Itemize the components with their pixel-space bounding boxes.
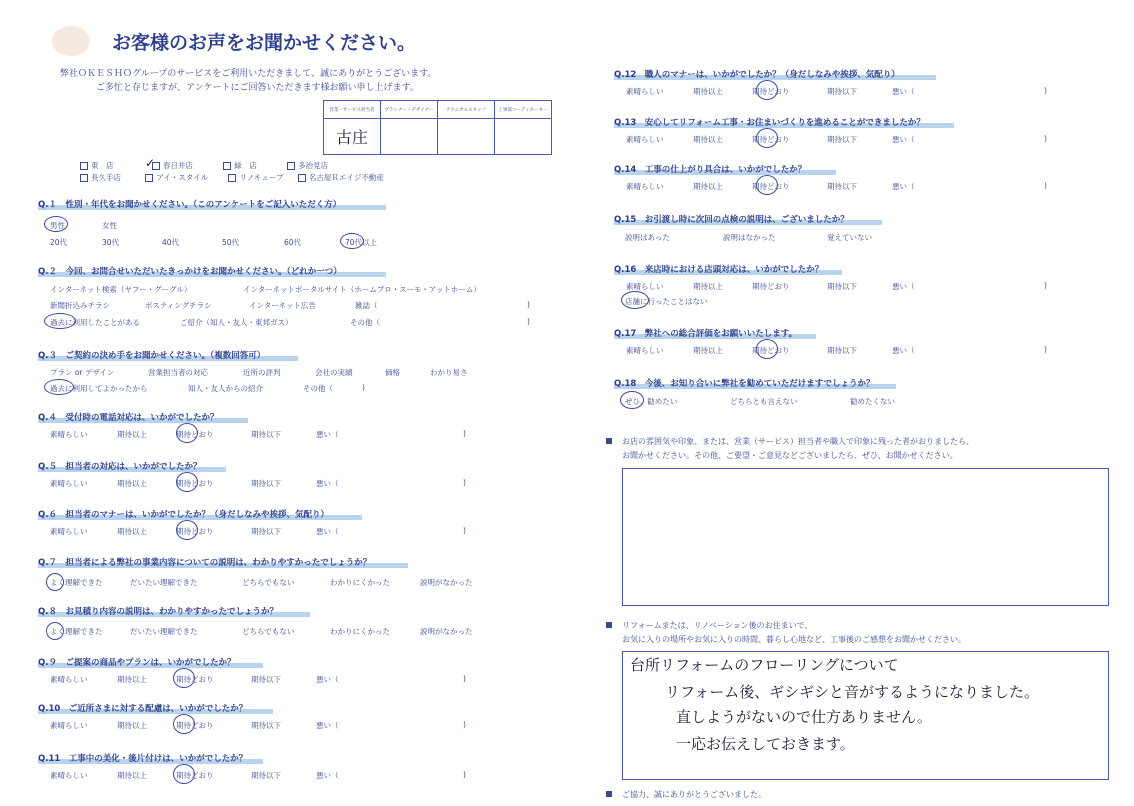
understand-option[interactable]: 説明がなかった bbox=[420, 578, 473, 587]
rating-option[interactable]: 期待以下 bbox=[827, 135, 857, 144]
intro-line-2: ご多忙と存じますが、アンケートにご回答いただきます様お願い申し上げます。 bbox=[96, 83, 419, 93]
option[interactable]: インターネットポータルサイト（ホームプロ・スーモ・アットホーム） bbox=[243, 285, 481, 294]
option[interactable]: 近所の評判 bbox=[243, 368, 281, 377]
option[interactable]: 40代 bbox=[162, 238, 180, 247]
comment-box-1[interactable] bbox=[622, 468, 1109, 606]
question-3: Q.３ ご契約の決め手をお聞かせください。（複数回答可） bbox=[38, 351, 266, 361]
rating-option[interactable]: 期待以下 bbox=[251, 430, 281, 439]
rating-option[interactable]: 期待どおり bbox=[176, 527, 214, 536]
rating-option[interactable]: 期待以下 bbox=[827, 282, 857, 291]
question-9: Q.９ ご提案の商品やプランは、いかがでしたか？ bbox=[38, 658, 236, 668]
rating-option[interactable]: 素晴らしい bbox=[50, 479, 88, 488]
check-mark-icon: ✓ bbox=[145, 156, 156, 170]
staff-name: 古庄 bbox=[324, 119, 381, 155]
question-12: Q.12 職人のマナーは、いかがでしたか？（身だしなみや挨拶、気配り） bbox=[614, 70, 900, 80]
answer-circle bbox=[176, 423, 198, 443]
store-checkbox[interactable] bbox=[223, 162, 231, 170]
answer-circle bbox=[756, 175, 778, 195]
rating-option[interactable]: 悪い（ bbox=[892, 135, 915, 144]
paren: ) bbox=[463, 526, 466, 535]
rating-option[interactable]: 期待以下 bbox=[251, 771, 281, 780]
rating-option[interactable]: 素晴らしい bbox=[50, 721, 88, 730]
rating-option[interactable]: 期待以上 bbox=[117, 771, 147, 780]
store-checkbox[interactable] bbox=[287, 162, 295, 170]
question-18: Q.18 今後、お知り合いに弊社を勧めていただけますでしょうか？ bbox=[614, 379, 875, 389]
store-row-2: 長久手店 アイ・スタイル リノキューブ 名古屋Ｒエイジ不動産 bbox=[80, 172, 384, 183]
option[interactable]: 50代 bbox=[222, 238, 240, 247]
logo-mark bbox=[52, 26, 90, 56]
paren: ) bbox=[1044, 181, 1047, 190]
rating-option[interactable]: 素晴らしい bbox=[626, 87, 664, 96]
option[interactable]: 過去に利用してよかったから bbox=[50, 384, 148, 393]
option[interactable]: 新聞折込みチラシ bbox=[50, 301, 110, 310]
question-14: Q.14 工事の仕上がり具合は、いかがでしたか？ bbox=[614, 165, 807, 175]
question-5: Q.５ 担当者の対応は、いかがでしたか？ bbox=[38, 462, 202, 472]
section-2-line-2: お気に入りの場所やお気に入りの時間、暮らし心地など、工事後のご感想をお聞かせください。 bbox=[622, 635, 966, 644]
rating-option[interactable]: 悪い（ bbox=[316, 430, 339, 439]
paren: ) bbox=[1044, 281, 1047, 290]
option[interactable]: ポスティングチラシ bbox=[145, 301, 212, 310]
paren: ) bbox=[463, 478, 466, 487]
option[interactable]: 覚えていない bbox=[827, 233, 872, 242]
understand-option[interactable]: だいたい理解できた bbox=[130, 627, 198, 636]
option[interactable]: インターネット広告 bbox=[249, 301, 316, 310]
rating-option[interactable]: 期待どおり bbox=[752, 87, 790, 96]
answer-circle bbox=[340, 233, 364, 249]
store-row-1: 東 店 春日井店 緑 店 多治見店 bbox=[80, 160, 328, 171]
question-11: Q.11 工事中の美化・後片付けは、いかがでしたか？ bbox=[38, 754, 248, 764]
answer-circle bbox=[173, 668, 195, 688]
rating-option[interactable]: 素晴らしい bbox=[626, 135, 664, 144]
section-1-line-1: お店の雰囲気や印象、または、営業（サービス）担当者や職人で印象に残った者がおりましたら、 bbox=[622, 437, 974, 446]
question-4: Q.４ 受付時の電話対応は、いかがでしたか？ bbox=[38, 413, 219, 423]
rating-option[interactable]: 期待以下 bbox=[251, 721, 281, 730]
footer-thanks: ご協力、誠にありがとうございました。 bbox=[622, 790, 766, 799]
rating-option[interactable]: 悪い（ bbox=[316, 721, 339, 730]
option[interactable]: 会社の実績 bbox=[315, 368, 353, 377]
answer-circle bbox=[756, 128, 778, 148]
rating-option[interactable]: 期待どおり bbox=[176, 430, 214, 439]
staff-table bbox=[323, 100, 552, 155]
store-checkbox[interactable] bbox=[80, 174, 88, 182]
paren: ) bbox=[362, 383, 365, 392]
bullet-icon bbox=[606, 791, 612, 797]
paren: ) bbox=[463, 770, 466, 779]
paren: ) bbox=[463, 674, 466, 683]
paren: ) bbox=[1044, 345, 1047, 354]
option[interactable]: 過去に利用したことがある bbox=[50, 318, 140, 327]
section-1-line-2: お聞かせください。その他、ご要望・ご意見などございましたら、ぜひ、お聞かせください。 bbox=[622, 451, 958, 460]
question-6: Q.６ 担当者のマナーは、いかがでしたか？（身だしなみや挨拶、気配り） bbox=[38, 510, 329, 520]
rating-option[interactable]: 期待どおり bbox=[176, 675, 214, 684]
option[interactable]: 営業担当者の対応 bbox=[148, 368, 208, 377]
rating-option[interactable]: 期待以上 bbox=[693, 282, 723, 291]
option[interactable]: 30代 bbox=[102, 238, 120, 247]
staff-header: 工事部コーディネーター bbox=[495, 101, 552, 119]
rating-option[interactable]: 期待以上 bbox=[117, 430, 147, 439]
answer-circle bbox=[176, 472, 198, 492]
answer-circle bbox=[621, 291, 649, 309]
answer-circle bbox=[44, 379, 74, 395]
rating-option[interactable]: 期待以上 bbox=[693, 135, 723, 144]
option[interactable]: 説明はあった bbox=[625, 233, 670, 242]
option[interactable]: 知人・友人からの紹介 bbox=[188, 384, 263, 393]
handwritten-line-2: リフォーム後、ギシギシと音がするようになりました。 bbox=[665, 683, 1039, 701]
answer-circle bbox=[46, 573, 64, 591]
option[interactable]: プラン or デザイン bbox=[50, 368, 115, 377]
paren: ) bbox=[463, 720, 466, 729]
understand-option[interactable]: どちらでもない bbox=[242, 627, 295, 636]
understand-option[interactable]: わかりにくかった bbox=[330, 578, 390, 587]
option[interactable]: どちらとも言えない bbox=[730, 397, 798, 406]
option[interactable]: 70代以上 bbox=[345, 238, 378, 247]
rating-option[interactable]: 期待以下 bbox=[251, 527, 281, 536]
rating-option[interactable]: 期待以上 bbox=[693, 87, 723, 96]
section-2-line-1: リフォームまたは、リノベーション後のお住まいで、 bbox=[622, 621, 813, 630]
rating-option[interactable]: 期待どおり bbox=[752, 282, 790, 291]
answer-circle bbox=[173, 764, 195, 784]
rating-option[interactable]: 悪い（ bbox=[892, 87, 915, 96]
rating-option[interactable]: 素晴らしい bbox=[50, 430, 88, 439]
option[interactable]: 女性 bbox=[102, 221, 117, 230]
understand-option[interactable]: だいたい理解できた bbox=[130, 578, 198, 587]
store-checkbox[interactable] bbox=[80, 162, 88, 170]
understand-option[interactable]: どちらでもない bbox=[242, 578, 295, 587]
option[interactable]: その他（ bbox=[303, 384, 333, 393]
intro-line-1: 弊社ＯＫＥＳＨＯグループのサービスをご利用いただきまして、誠にありがとうございます。 bbox=[60, 69, 437, 79]
rating-option[interactable]: 期待以上 bbox=[117, 479, 147, 488]
store-checkbox[interactable] bbox=[228, 174, 236, 182]
rating-option[interactable]: 素晴らしい bbox=[50, 527, 88, 536]
answer-circle bbox=[620, 391, 644, 409]
answer-circle bbox=[756, 339, 778, 359]
question-2: Q.２ 今回、お問合せいただいたきっかけをお聞かせください。（どれか一つ） bbox=[38, 267, 342, 277]
answer-circle bbox=[44, 216, 68, 232]
bullet-icon bbox=[606, 622, 612, 628]
paren: ) bbox=[527, 300, 530, 309]
rating-option[interactable]: 期待どおり bbox=[752, 182, 790, 191]
rating-option[interactable]: 悪い（ bbox=[316, 771, 339, 780]
question-8: Q.８ お見積り内容の説明は、わかりやすかったでしょうか？ bbox=[38, 607, 278, 617]
question-13: Q.13 安心してリフォーム工事・お住まいづくりを進めることができましたか？ bbox=[614, 118, 925, 128]
bullet-icon bbox=[606, 438, 612, 444]
option[interactable]: 男性 bbox=[50, 221, 65, 230]
rating-option[interactable]: 期待どおり bbox=[176, 479, 214, 488]
handwritten-line-1: 台所リフォームのフローリングについて bbox=[630, 656, 899, 674]
rating-option[interactable]: 素晴らしい bbox=[626, 182, 664, 191]
rating-option[interactable]: 期待以上 bbox=[117, 721, 147, 730]
handwritten-line-4: 一応お伝えしておきます。 bbox=[676, 735, 855, 753]
rating-option[interactable]: 期待どおり bbox=[752, 135, 790, 144]
option[interactable]: 店舗に行ったことはない bbox=[625, 297, 708, 306]
answer-circle bbox=[173, 714, 195, 734]
rating-option[interactable]: 悪い（ bbox=[892, 182, 915, 191]
question-1: Q.１ 性別・年代をお聞かせください。（このアンケートをご記入いただく方） bbox=[38, 200, 342, 210]
rating-option[interactable]: 素晴らしい bbox=[50, 675, 88, 684]
understand-option[interactable]: よく理解できた bbox=[50, 578, 103, 587]
rating-option[interactable]: 悪い（ bbox=[316, 527, 339, 536]
store-checkbox[interactable] bbox=[298, 174, 306, 182]
option[interactable]: わかり易さ bbox=[430, 368, 468, 377]
option[interactable]: その他（ bbox=[350, 318, 380, 327]
understand-option[interactable]: 説明がなかった bbox=[420, 627, 473, 636]
option[interactable]: ご紹介（知人・友人・東邦ガス） bbox=[180, 318, 293, 327]
understand-option[interactable]: よく理解できた bbox=[50, 627, 103, 636]
option[interactable]: 雑誌（ bbox=[355, 301, 378, 310]
store-checkbox[interactable] bbox=[145, 174, 153, 182]
rating-option[interactable]: 期待以上 bbox=[117, 527, 147, 536]
question-15: Q.15 お引渡し時に次回の点検の説明は、ございましたか？ bbox=[614, 215, 849, 225]
rating-option[interactable]: 期待以下 bbox=[251, 479, 281, 488]
paren: ) bbox=[527, 317, 530, 326]
understand-option[interactable]: わかりにくかった bbox=[330, 627, 390, 636]
rating-option[interactable]: 素晴らしい bbox=[626, 282, 664, 291]
handwritten-line-3: 直しようがないので仕方ありません。 bbox=[676, 708, 932, 726]
rating-option[interactable]: 素晴らしい bbox=[626, 346, 664, 355]
paren: ) bbox=[463, 429, 466, 438]
question-16: Q.16 来店時における店頭対応は、いかがでしたか？ bbox=[614, 265, 824, 275]
option[interactable]: 20代 bbox=[50, 238, 68, 247]
question-17: Q.17 弊社への総合評価をお願いいたします。 bbox=[614, 329, 798, 339]
answer-circle bbox=[176, 520, 198, 540]
staff-header: 営業・サービス担当者 bbox=[324, 101, 381, 119]
question-10: Q.10 ご近所さまに対する配慮は、いかがでしたか？ bbox=[38, 704, 248, 714]
page-title: お客様のお声をお聞かせください。 bbox=[112, 32, 417, 54]
answer-circle bbox=[44, 313, 76, 329]
staff-header: テクニカルスタッフ bbox=[438, 101, 495, 119]
rating-option[interactable]: 素晴らしい bbox=[50, 771, 88, 780]
question-7: Q.７ 担当者による弊社の事業内容についての説明は、わかりやすかったでしょうか？ bbox=[38, 558, 372, 568]
option[interactable]: 説明はなかった bbox=[723, 233, 776, 242]
paren: ) bbox=[1044, 134, 1047, 143]
answer-circle bbox=[46, 622, 64, 640]
rating-option[interactable]: 期待どおり bbox=[176, 771, 214, 780]
option[interactable]: 60代 bbox=[284, 238, 302, 247]
rating-option[interactable]: 期待以下 bbox=[251, 675, 281, 684]
staff-header: プランナー・デザイナー bbox=[381, 101, 438, 119]
option[interactable]: インターネット検索（ヤフー・グーグル） bbox=[50, 285, 192, 294]
rating-option[interactable]: 悪い（ bbox=[892, 282, 915, 291]
rating-option[interactable]: 期待以上 bbox=[693, 182, 723, 191]
rating-option[interactable]: 悪い（ bbox=[892, 346, 915, 355]
rating-option[interactable]: 期待以下 bbox=[827, 87, 857, 96]
rating-option[interactable]: 悪い（ bbox=[316, 675, 339, 684]
rating-option[interactable]: 期待どおり bbox=[752, 346, 790, 355]
answer-circle bbox=[756, 80, 778, 100]
rating-option[interactable]: 期待以下 bbox=[827, 182, 857, 191]
option[interactable]: ぜひ、勧めたい bbox=[625, 397, 678, 406]
rating-option[interactable]: 悪い（ bbox=[316, 479, 339, 488]
paren: ) bbox=[1044, 86, 1047, 95]
rating-option[interactable]: 期待以上 bbox=[693, 346, 723, 355]
rating-option[interactable]: 期待どおり bbox=[176, 721, 214, 730]
option[interactable]: 勧めたくない bbox=[850, 397, 895, 406]
rating-option[interactable]: 期待以上 bbox=[117, 675, 147, 684]
rating-option[interactable]: 期待以下 bbox=[827, 346, 857, 355]
option[interactable]: 価格 bbox=[385, 368, 400, 377]
